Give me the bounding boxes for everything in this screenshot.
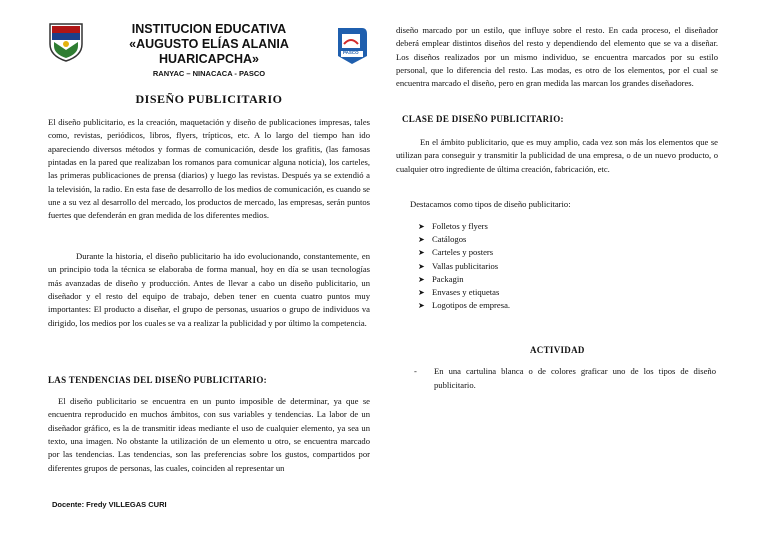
continued-paragraph: diseño marcado por un estilo, que influye sobre el resto. En cada proceso, el diseñador deberá emplear distintos diseños del resto y dependiendo del elemento que se va a diseñar. Los diseños realizados por un mismo individuo, se encuentra marcados por su estilo personal, que lo diferencia del resto. Las modas, es otro de los elementos, por el cual se encuentra marcado el diseño, pero en gran medida las marcan los grandes diseñadores. (396, 25, 718, 89)
document-header (48, 22, 370, 78)
list-item: ➤ Packagin (418, 273, 510, 286)
page-title: DISEÑO PUBLICITARIO (135, 92, 283, 106)
clase-heading: CLASE DE DISEÑO PUBLICITARIO: (402, 114, 564, 124)
school-location: RANYAC – NINACACA - PASCO (152, 69, 266, 78)
list-item: ➤ Folletos y flyers (418, 220, 510, 233)
school-shield-logo (48, 22, 84, 67)
clase-paragraph: En el ámbito publicitario, que es muy amplio, cada vez son más los elementos que se utilizan para conseguir y transmitir la publicidad de una empresa, o de un nuevo producto, o cualquier otro ingrediente de última creación, fabricación, etc. (396, 137, 718, 174)
arrow-bullet-icon: ➤ (418, 235, 425, 245)
tendencias-paragraph: El diseño publicitario se encuentra en un punto imposible de determinar, ya que se encuentra reproducido en muchos ámbitos, con sus variables y tendencias. La labor de un diseñador gráfico, es la de transmitir ideas mediante el uso de cualquier elemento, ya sea un texto, una imagen. No obstante la utilización de un elemento u otro, se encuentra marcado por las tendencias. Las tendencias, son las preferencias sobre los gustos, compartidos por diferentes grupos de personas, las cuales, coinciden al representar un (48, 396, 370, 473)
list-item: ➤ Envases y etiquetas (418, 286, 510, 299)
activity-dash: - (414, 366, 417, 376)
tipos-intro: Destacamos como tipos de diseño publicitario: (410, 199, 571, 209)
tendencias-heading: LAS TENDENCIAS DEL DISEÑO PUBLICITARIO: (48, 375, 267, 385)
list-item: ➤ Catálogos (418, 233, 510, 246)
activity-heading: ACTIVIDAD (530, 345, 585, 355)
arrow-bullet-icon: ➤ (418, 274, 425, 284)
regional-logo (334, 26, 370, 71)
list-item: ➤ Carteles y posters (418, 246, 510, 259)
regional-logo-text: PASCO (343, 50, 359, 55)
activity-item (414, 365, 716, 392)
teacher-credit: Docente: Fredy VILLEGAS CURI (52, 500, 167, 509)
list-item: ➤ Vallas publicitarios (418, 260, 510, 273)
tipos-list (418, 220, 510, 312)
school-name-line1: INSTITUCION EDUCATIVA (131, 22, 287, 36)
arrow-bullet-icon: ➤ (418, 301, 425, 311)
list-item: ➤ Logotipos de empresa. (418, 299, 510, 312)
intro-paragraph: El diseño publicitario, es la creación, maquetación y diseño de publicaciones impresas, tales como, revistas, periódicos, libros, flyers, trípticos, etc. A lo largo del tiempo han ido apareciendo diversos métodos y formas de comunicación, desde los grafitis, (las famosas pintadas en la pared que realizaban los romanos para comunicar alguna noticia), los carteles, las primeras publicaciones de prensa (diarios) y luego las revistas. Después ya se extendió a la televisión, la radio. En esta fase de desarrollo de los medios de comunicación, es cuando se une a su vez al desarrollo del mercado, los productos de mercado, las empresas, serán puntos fuertes que defenderán en gran medida de los diferentes medios. (48, 117, 370, 221)
arrow-bullet-icon: ➤ (418, 288, 425, 298)
arrow-bullet-icon: ➤ (418, 261, 425, 271)
school-title-block (90, 22, 328, 79)
arrow-bullet-icon: ➤ (418, 248, 425, 258)
activity-text: En una cartulina blanca o de colores graficar uno de los tipos de diseño publicitario. (434, 366, 716, 390)
history-paragraph: Durante la historia, el diseño publicitario ha ido evolucionando, constantemente, en un principio toda la técnica se elaboraba de forma manual, hoy en día se usan tecnologías más avanzadas de diseño y producción. Antes de llevar a cabo un diseño publicitario, un diseñador y el resto del equipo de trabajo, deben tener en cuenta cuatro puntos muy importantes: El producto a diseñar, el grupo de personas, usuarios o grupo de individuos va dirigido, los medios por los cuales se va a realizar la publicidad y por último la competencia. (48, 251, 370, 328)
arrow-bullet-icon: ➤ (418, 222, 425, 231)
school-name-line2: «AUGUSTO ELÍAS ALANIA HUARICAPCHA» (129, 37, 289, 66)
